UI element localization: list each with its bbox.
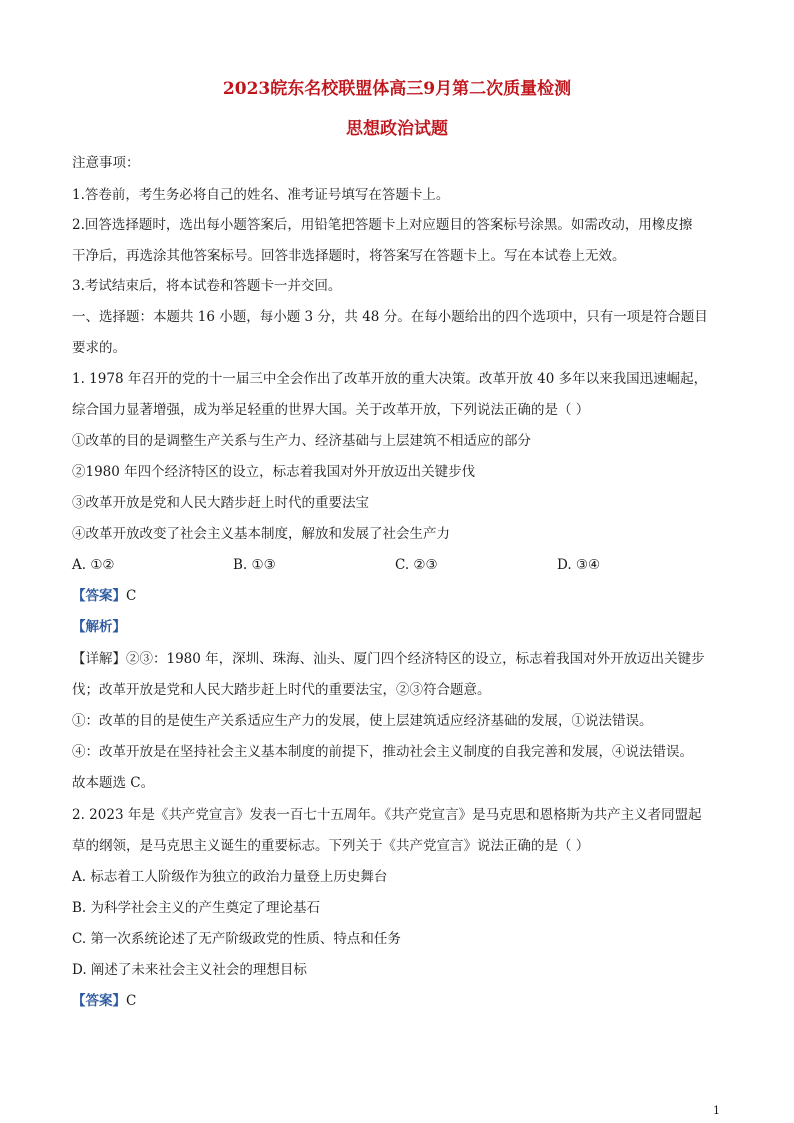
q1-option-d: D. ③④ bbox=[557, 557, 601, 573]
q1-detail-line-5: 故本题选 C。 bbox=[72, 775, 155, 791]
q1-detail-line-3: ①：改革的目的是使生产关系适应生产力的发展，使上层建筑适应经济基础的发展，①说法错误。 bbox=[72, 713, 653, 729]
q1-stem-line-1: 1. 1978 年召开的党的十一届三中全会作出了改革开放的重大决策。改革开放 40 多年以来我国迅速崛起， bbox=[72, 371, 708, 387]
q1-detail-line-1 bbox=[72, 650, 705, 668]
q2-option-d: D. 阐述了未来社会主义社会的理想目标 bbox=[72, 962, 307, 978]
q1-detail-line-2: 伐；改革开放是党和人民大踏步赶上时代的重要法宝，②③符合题意。 bbox=[72, 682, 491, 698]
q2-option-b: B. 为科学社会主义的产生奠定了理论基石 bbox=[72, 900, 321, 916]
q1-statement-1: ①改革的目的是调整生产关系与生产力、经济基础与上层建筑不相适应的部分 bbox=[72, 433, 531, 449]
q1-answer bbox=[72, 587, 136, 605]
exam-title: 2023皖东名校联盟体高三9月第二次质量检测 bbox=[222, 79, 572, 99]
section-heading-line-1: 一、选择题：本题共 16 小题，每小题 3 分，共 48 分。在每小题给出的四个选项中，只有一项是符合题目 bbox=[72, 309, 708, 325]
q2-stem-line-2: 草的纲领，是马克思主义诞生的重要标志。下列关于《共产党宣言》说法正确的是（ ） bbox=[72, 838, 590, 854]
q1-option-a: A. ①② bbox=[72, 557, 115, 573]
q1-statement-3: ③改革开放是党和人民大踏步赶上时代的重要法宝 bbox=[72, 495, 369, 511]
detail-text: ②③：1980 年，深圳、珠海、汕头、厦门四个经济特区的设立，标志着我国对外开放迈出关键步 bbox=[126, 651, 705, 667]
q2-option-a: A. 标志着工人阶级作为独立的政治力量登上历史舞台 bbox=[72, 869, 388, 885]
page-number: 1 bbox=[713, 1104, 720, 1117]
q2-stem-line-1: 2. 2023 年是《共产党宣言》发表一百七十五周年。《共产党宣言》是马克思和恩格斯为共产主义者同盟起 bbox=[72, 807, 702, 823]
answer-label: 【答案】 bbox=[72, 588, 126, 604]
q2-answer bbox=[72, 992, 136, 1010]
answer-label: 【答案】 bbox=[72, 993, 126, 1009]
q1-analysis bbox=[72, 618, 126, 636]
q1-statement-2: ②1980 年四个经济特区的设立，标志着我国对外开放迈出关键步伐 bbox=[72, 464, 476, 480]
exam-subject: 思想政治试题 bbox=[346, 119, 448, 139]
q1-stem-line-2: 综合国力显著增强，成为举足轻重的世界大国。关于改革开放，下列说法正确的是（ ） bbox=[72, 402, 590, 418]
detail-label: 【详解】 bbox=[72, 651, 126, 667]
section-heading-line-2: 要求的。 bbox=[72, 340, 126, 356]
q2-option-c: C. 第一次系统论述了无产阶级政党的性质、特点和任务 bbox=[72, 931, 401, 947]
q1-option-c: C. ②③ bbox=[395, 557, 438, 573]
q1-statement-4: ④改革开放改变了社会主义基本制度，解放和发展了社会生产力 bbox=[72, 526, 450, 542]
notice-item-2-line-1: 2.回答选择题时，选出每小题答案后，用铅笔把答题卡上对应题目的答案标号涂黑。如需改动，用橡皮擦 bbox=[72, 217, 693, 233]
notice-item-1: 1.答卷前，考生务必将自己的姓名、准考证号填写在答题卡上。 bbox=[72, 187, 450, 203]
notice-item-3: 3.考试结束后，将本试卷和答题卡一并交回。 bbox=[72, 278, 342, 294]
answer-value: C bbox=[126, 993, 137, 1009]
notice-item-2-line-2: 干净后，再选涂其他答案标号。回答非选择题时，将答案写在答题卡上。写在本试卷上无效。 bbox=[72, 248, 626, 264]
answer-value: C bbox=[126, 588, 137, 604]
notice-heading: 注意事项： bbox=[72, 155, 140, 171]
analysis-label: 【解析】 bbox=[72, 619, 126, 635]
q1-detail-line-4: ④：改革开放是在坚持社会主义基本制度的前提下，推动社会主义制度的自我完善和发展，④说法错误。 bbox=[72, 744, 693, 760]
q1-option-b: B. ①③ bbox=[233, 557, 276, 573]
